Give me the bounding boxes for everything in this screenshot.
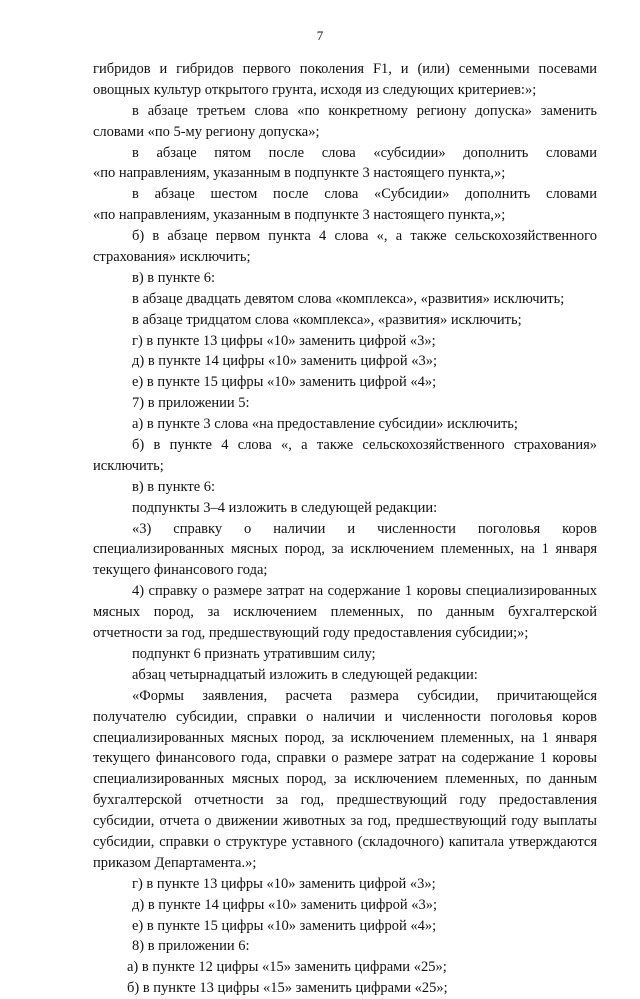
text-line: подпункт 6 признать утратившим силу; (132, 645, 376, 662)
text-line: г) в пункте 13 цифры «10» заменить цифрой «3»; (132, 875, 436, 892)
text-line: б) в абзаце первом пункта 4 слова «, а также сельскохозяйственного (132, 228, 597, 245)
document-body (93, 59, 597, 999)
text-line: в абзаце пятом после слова «субсидии» дополнить словами (132, 144, 597, 161)
text-line: специализированных мясных пород, за исключением племенных, на 1 января (93, 541, 597, 558)
page-number: 7 (316, 28, 324, 43)
text-line: «по направлениям, указанным в подпункте 3 настоящего пункта,»; (93, 165, 506, 182)
text-line: страхования» исключить; (93, 249, 251, 266)
text-line: словами «по 5-му региону допуска»; (93, 123, 320, 140)
text-line: д) в пункте 14 цифры «10» заменить цифрой «3»; (132, 353, 438, 370)
text-line: 8) в приложении 6: (132, 938, 250, 955)
text-line: субсидии, отчета о движении животных за год, предшествующий году выплаты (93, 813, 597, 830)
text-line: получателю субсидии, справки о наличии и численности поголовья коров (93, 708, 597, 725)
text-line: «3) справку о наличии и численности поголовья коров (132, 520, 597, 537)
text-line: субсидии, справки о структуре уставного (складочного) капитала утверждаются (93, 833, 597, 850)
text-line: б) в пункте 13 цифры «15» заменить цифрами «25»; (127, 980, 448, 997)
text-line: текущего финансового года, справки о размере затрат на содержание 1 коровы (93, 750, 597, 767)
text-line: 4) справку о размере затрат на содержание 1 коровы специализированных (132, 583, 597, 600)
text-line: приказом Департамента.»; (93, 854, 257, 871)
text-line: исключить; (93, 457, 164, 474)
text-line: «по направлениям, указанным в подпункте 3 настоящего пункта,»; (93, 207, 506, 224)
text-line: в абзаце двадцать девятом слова «комплекса», «развития» исключить; (132, 290, 565, 307)
text-line: 7) в приложении 5: (132, 395, 250, 412)
text-line: в абзаце тридцатом слова «комплекса», «развития» исключить; (132, 311, 522, 328)
text-line: подпункты 3–4 изложить в следующей редакции: (132, 499, 438, 516)
text-line: г) в пункте 13 цифры «10» заменить цифрой «3»; (132, 332, 436, 349)
text-line: «Формы заявления, расчета размера субсидии, причитающейся (132, 687, 597, 704)
text-line: е) в пункте 15 цифры «10» заменить цифрой «4»; (132, 374, 437, 391)
text-line: в) в пункте 6: (132, 269, 216, 286)
text-line: а) в пункте 12 цифры «15» заменить цифрами «25»; (127, 959, 447, 976)
text-line: текущего финансового года; (93, 562, 268, 579)
text-line: мясных пород, за исключением племенных, по данным бухгалтерской (93, 604, 597, 621)
text-line: гибридов и гибридов первого поколения F1, и (или) семенными посевами (93, 61, 597, 77)
text-line: овощных культур открытого грунта, исходя из следующих критериев:»; (93, 81, 537, 98)
text-line: специализированных мясных пород, за исключением племенных, по данным (93, 771, 597, 788)
text-line: в) в пункте 6: (132, 478, 216, 495)
text-line: а) в пункте 3 слова «на предоставление субсидии» исключить; (132, 416, 518, 433)
text-line: бухгалтерской отчетности за год, предшествующий году предоставления (93, 792, 597, 809)
text-line: д) в пункте 14 цифры «10» заменить цифрой «3»; (132, 896, 438, 913)
text-line: б) в пункте 4 слова «, а также сельскохозяйственного страхования» (132, 437, 597, 454)
text-line: абзац четырнадцатый изложить в следующей редакции: (132, 666, 478, 683)
text-line: е) в пункте 15 цифры «10» заменить цифрой «4»; (132, 917, 437, 934)
text-line: специализированных мясных пород, за исключением племенных, на 1 января (93, 729, 597, 746)
text-line: в абзаце третьем слова «по конкретному региону допуска» заменить (132, 102, 597, 119)
text-line: в абзаце шестом после слова «Субсидии» дополнить словами (132, 186, 597, 203)
text-line: отчетности за год, предшествующий году предоставления субсидии;»; (93, 625, 529, 642)
